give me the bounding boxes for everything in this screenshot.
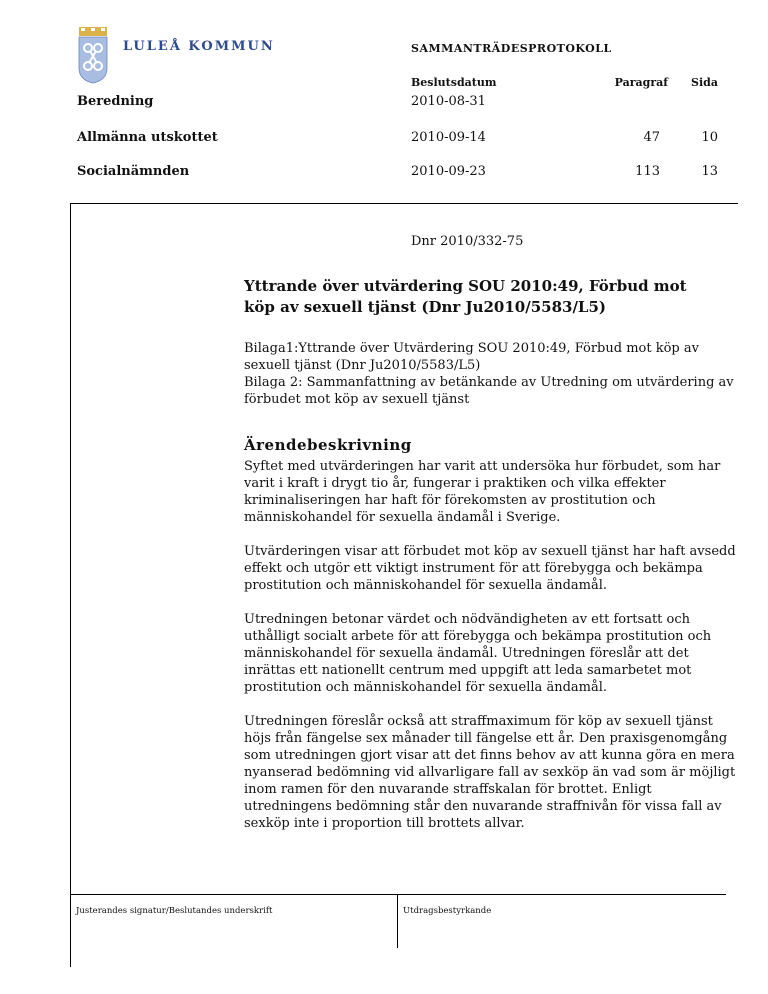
signature-label: Justerandes signatur/Beslutandes underskrift xyxy=(76,906,273,916)
certification-label: Utdragsbestyrkande xyxy=(403,906,492,916)
row-date-allmanna-utskottet: 2010-09-14 xyxy=(411,130,486,145)
column-header-page: Sida xyxy=(691,76,718,89)
footer-column-divider xyxy=(397,894,398,948)
paragraph: Utvärderingen visar att förbudet mot köp av sexuell tjänst har haft avsedd effekt och utgör ett viktigt instrument för att förebygga och bekämpa prostitution och människohandel för sexuella ändamål. xyxy=(244,544,736,593)
section-heading: Ärendebeskrivning xyxy=(244,436,412,454)
row-label-socialnamnden: Socialnämnden xyxy=(77,164,190,179)
organization-name: LULEÅ KOMMUN xyxy=(123,39,275,54)
page-title: Yttrande över utvärdering SOU 2010:49, Förbud mot köp av sexuell tjänst (Dnr Ju2010/5583/L5) xyxy=(244,277,687,316)
row-date-socialnamnden: 2010-09-23 xyxy=(411,164,486,179)
attachments xyxy=(244,340,739,408)
paragraph: Syftet med utvärderingen har varit att undersöka hur förbudet, som har varit i kraft i drygt tio år, fungerar i praktiken och vilka effekter kriminaliseringen har haft för förekomsten av prostitution och människohandel för sexuella ändamål i Sverige. xyxy=(244,459,721,525)
row-page-allmanna-utskottet: 10 xyxy=(701,130,718,145)
footer-divider xyxy=(70,894,726,895)
header-divider xyxy=(70,203,738,204)
document-type: SAMMANTRÄDESPROTOKOLL xyxy=(411,42,612,55)
left-margin-line xyxy=(70,203,71,967)
case-number: Dnr 2010/332-75 xyxy=(411,234,524,249)
paragraph: Utredningen betonar värdet och nödvändigheten av ett fortsatt och uthålligt socialt arbete för att förebygga och bekämpa prostitution och människohandel för sexuella ändamål. Utredningen föreslår att det inrättas ett nationellt centrum med uppgift att leda samarbetet mot prostitution och människohandel för sexuella ändamål. xyxy=(244,612,712,695)
attachment-2: Bilaga 2: Sammanfattning av betänkande av Utredning om utvärdering av förbudet mot köp av sexuell tjänst xyxy=(244,375,734,407)
attachment-1: Bilaga1:Yttrande över Utvärdering SOU 2010:49, Förbud mot köp av sexuell tjänst (Dnr Ju2010/5583/L5) xyxy=(244,341,699,373)
paragraph: Utredningen föreslår också att straffmaximum för köp av sexuell tjänst höjs från fängelse sex månader till fängelse ett år. Den praxisgenomgång som utredningen gjort visar att det finns behov av att kunna göra en mera nyanserad bedömning vid allvarligare fall av sexköp än vad som är möjligt inom ramen för den nuvarande straffskalan för brottet. Enligt utredningens bedömning står den nuvarande straffnivån för vissa fall av sexköp inte i proportion till brottets allvar. xyxy=(244,714,736,831)
row-page-socialnamnden: 13 xyxy=(701,164,718,179)
body-text xyxy=(244,458,739,849)
row-paragraph-allmanna-utskottet: 47 xyxy=(643,130,660,145)
luleå-coat-of-arms-logo xyxy=(78,26,108,84)
row-label-allmanna-utskottet: Allmänna utskottet xyxy=(77,130,218,145)
row-paragraph-socialnamnden: 113 xyxy=(635,164,660,179)
row-date-beredning: 2010-08-31 xyxy=(411,94,486,109)
row-label-beredning: Beredning xyxy=(77,94,154,109)
column-header-paragraph: Paragraf xyxy=(614,76,668,89)
column-header-date: Beslutsdatum xyxy=(411,76,497,89)
